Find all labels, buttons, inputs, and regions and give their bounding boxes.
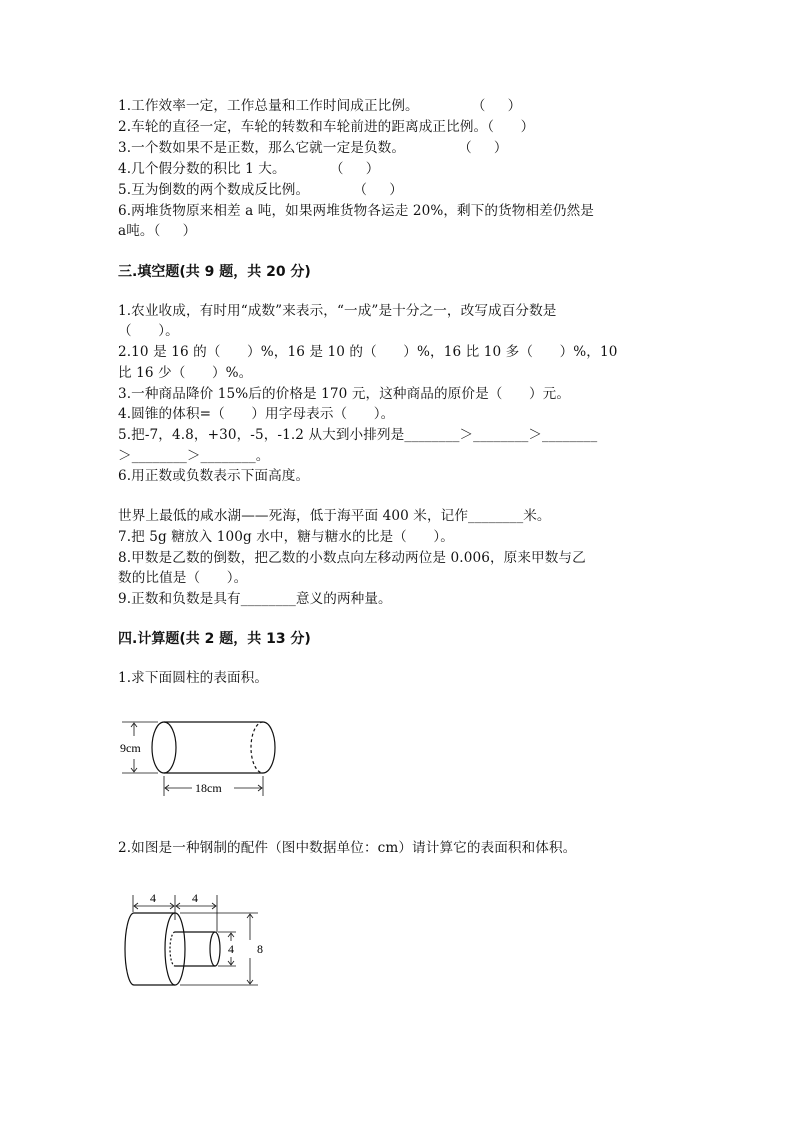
fitting-top-right-label: 4: [192, 891, 198, 905]
fitting-outer-label: 8: [257, 942, 263, 956]
judgement-item-4: 4.几个假分数的积比 1 大。 （ ）: [118, 161, 380, 177]
fill-line-5: 3.一种商品降价 15%后的价格是 170 元，这种商品的原价是（ ）元。: [118, 386, 571, 402]
fill-line-8: ＞________＞________。: [118, 448, 270, 464]
fill-line-13: 数的比值是（ ）。: [118, 570, 248, 586]
judgement-item-3: 3.一个数如果不是正数，那么它就一定是负数。 （ ）: [118, 140, 508, 156]
fill-line-12: 8.甲数是乙数的倒数，把乙数的小数点向左移动两位是 0.006，原来甲数与乙: [118, 550, 586, 566]
fill-line-3: 2.10 是 16 的（ ）%，16 是 10 的（ ）%，16 比 10 多（ ）%，10: [118, 344, 618, 360]
cylinder-length-label: 18cm: [195, 781, 222, 795]
section4-title: 四.计算题(共 2 题，共 13 分): [118, 631, 311, 647]
judgement-item-6: 6.两堆货物原来相差 a 吨，如果两堆货物各运走 20%，剩下的货物相差仍然是: [118, 203, 594, 219]
calc-question-1: 1.求下面圆柱的表面积。: [118, 670, 269, 686]
fitting-top-left-label: 4: [150, 891, 156, 905]
cylinder-height-label: 9cm: [120, 741, 141, 755]
fill-line-1: 1.农业收成，有时用“成数”来表示，“一成”是十分之一，改写成百分数是: [118, 303, 557, 319]
fill-line-7: 5.把-7，4.8，+30，-5，-1.2 从大到小排列是________＞________＞________: [118, 427, 598, 443]
cylinder-figure: [118, 712, 288, 802]
judgement-item-2: 2.车轮的直径一定，车轮的转数和车轮前进的距离成正比例。（ ）: [118, 119, 535, 135]
fill-line-4: 比 16 少（ ）%。: [118, 365, 253, 381]
judgement-item-1: 1.工作效率一定，工作总量和工作时间成正比例。 （ ）: [118, 98, 522, 114]
judgement-item-6-cont: a吨。（ ）: [118, 223, 197, 239]
fill-line-11: 7.把 5g 糖放入 100g 水中，糖与糖水的比是（ ）。: [118, 529, 454, 545]
fill-line-2: （ ）。: [118, 323, 179, 339]
fitting-inner-label: 4: [228, 942, 234, 956]
judgement-item-5: 5.互为倒数的两个数成反比例。 （ ）: [118, 182, 403, 198]
section3-title: 三.填空题(共 9 题，共 20 分): [118, 264, 311, 280]
fill-line-14: 9.正数和负数是具有________意义的两种量。: [118, 591, 392, 607]
fill-line-9: 6.用正数或负数表示下面高度。: [118, 468, 310, 484]
calc-question-2: 2.如图是一种钢制的配件（图中数据单位：cm）请计算它的表面积和体积。: [118, 840, 577, 856]
fill-line-10: 世界上最低的咸水湖——死海，低于海平面 400 米，记作________米。: [118, 508, 551, 524]
steel-fitting-figure: [118, 890, 268, 990]
fill-line-6: 4.圆锥的体积=（ ）用字母表示（ ）。: [118, 406, 395, 422]
